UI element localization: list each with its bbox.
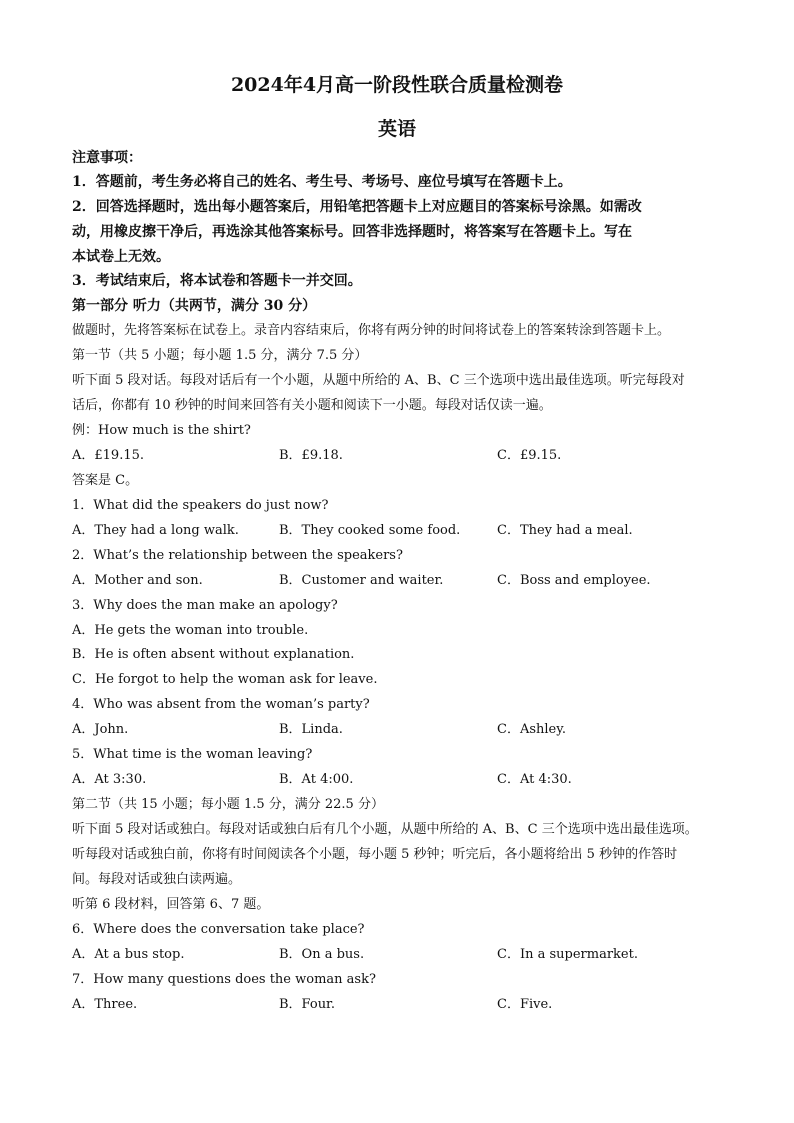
- notice-heading: 注意事项：: [72, 150, 142, 166]
- question-1-option-a: A．They had a long walk.: [72, 523, 239, 538]
- question-7-stem: 7．How many questions does the woman ask?: [72, 972, 376, 987]
- question-3-stem: 3．Why does the man make an apology?: [72, 598, 338, 613]
- question-4-option-b: B．Linda.: [279, 722, 343, 737]
- question-2-stem: 2．What’s the relationship between the speakers?: [72, 548, 403, 563]
- subject-title: 英语: [377, 118, 416, 140]
- question-6-option-b: B．On a bus.: [279, 947, 365, 962]
- question-1-option-c: C．They had a meal.: [497, 523, 633, 538]
- section2-instruction-line-1: 听下面 5 段对话或独白。每段对话或独白后有几个小题，从题中所给的 A、B、C 三个选项中选出最佳选项。: [72, 822, 698, 837]
- example-option-a: A．£19.15.: [72, 448, 145, 463]
- section2-instruction-line-2: 听每段对话或独白前，你将有时间阅读各个小题，每小题 5 秒钟；听完后，各小题将给出 5 秒钟的作答时: [72, 847, 678, 862]
- question-7-option-c: C．Five.: [497, 997, 553, 1012]
- notice-item-2-line-1: 2．回答选择题时，选出每小题答案后，用铅笔把答题卡上对应题目的答案标号涂黑。如需改: [72, 199, 642, 215]
- material-6-instruction: 听第 6 段材料，回答第 6、7 题。: [72, 897, 270, 912]
- example-answer: 答案是 C。: [72, 473, 139, 488]
- section2-heading: 第二节（共 15 小题；每小题 1.5 分，满分 22.5 分）: [72, 797, 384, 812]
- question-5-option-a: A．At 3:30.: [72, 772, 147, 787]
- example-option-b: B．£9.18.: [279, 448, 343, 463]
- question-7-option-a: A．Three.: [72, 997, 138, 1012]
- question-2-option-b: B．Customer and waiter.: [279, 573, 444, 588]
- section1-instruction-line-1: 听下面 5 段对话。每段对话后有一个小题，从题中所给的 A、B、C 三个选项中选出最佳选项。听完每段对: [72, 373, 685, 388]
- question-4-stem: 4．Who was absent from the woman’s party?: [72, 697, 370, 712]
- question-1-option-b: B．They cooked some food.: [279, 523, 461, 538]
- exam-title: 2024年4月高一阶段性联合质量检测卷: [230, 74, 564, 96]
- question-5-stem: 5．What time is the woman leaving?: [72, 747, 313, 762]
- question-7-option-b: B．Four.: [279, 997, 335, 1012]
- question-3-option-b: B．He is often absent without explanation.: [72, 647, 355, 662]
- question-6-option-a: A．At a bus stop.: [72, 947, 185, 962]
- question-5-option-c: C．At 4:30.: [497, 772, 572, 787]
- notice-item-3: 3．考试结束后，将本试卷和答题卡一并交回。: [72, 273, 362, 289]
- notice-item-1: 1．答题前，考生务必将自己的姓名、考生号、考场号、座位号填写在答题卡上。: [72, 174, 572, 190]
- question-5-option-b: B．At 4:00.: [279, 772, 354, 787]
- question-4-option-c: C．Ashley.: [497, 722, 566, 737]
- example-option-c: C．£9.15.: [497, 448, 562, 463]
- question-2-option-c: C．Boss and employee.: [497, 573, 651, 588]
- question-1-stem: 1．What did the speakers do just now?: [72, 498, 329, 513]
- section1-heading: 第一节（共 5 小题；每小题 1.5 分，满分 7.5 分）: [72, 348, 368, 363]
- part1-intro: 做题时，先将答案标在试卷上。录音内容结束后，你将有两分钟的时间将试卷上的答案转涂到答题卡上。: [72, 323, 671, 338]
- question-2-option-a: A．Mother and son.: [72, 573, 203, 588]
- question-6-option-c: C．In a supermarket.: [497, 947, 638, 962]
- question-3-option-a: A．He gets the woman into trouble.: [72, 623, 309, 638]
- question-6-stem: 6．Where does the conversation take place?: [72, 922, 365, 937]
- section2-instruction-line-3: 间。每段对话或独白读两遍。: [72, 872, 242, 887]
- section1-instruction-line-2: 话后，你都有 10 秒钟的时间来回答有关小题和阅读下一小题。每段对话仅读一遍。: [72, 398, 552, 413]
- part1-heading: 第一部分 听力（共两节，满分 30 分）: [72, 298, 317, 314]
- question-4-option-a: A．John.: [72, 722, 129, 737]
- notice-item-2-line-2: 动，用橡皮擦干净后，再选涂其他答案标号。回答非选择题时，将答案写在答题卡上。写在: [72, 224, 632, 240]
- notice-item-2-line-3: 本试卷上无效。: [72, 249, 170, 265]
- question-3-option-c: C．He forgot to help the woman ask for leave.: [72, 672, 378, 687]
- example-question: 例：How much is the shirt?: [72, 423, 251, 438]
